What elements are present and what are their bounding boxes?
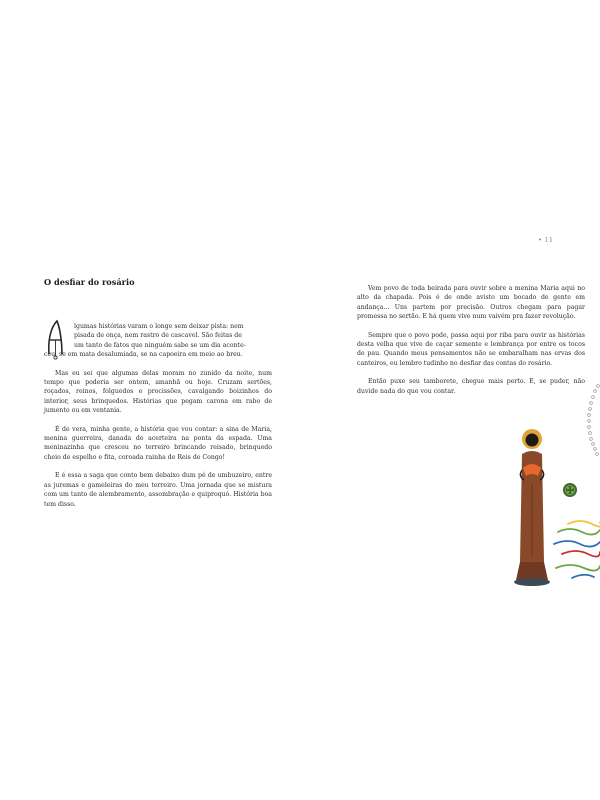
- page-number: • 11: [538, 236, 554, 244]
- paragraph-1-line-3: um tanto de fatos que ninguém sabe se um dia aconte-: [74, 341, 246, 349]
- chapter-title: O desfiar do rosário: [44, 277, 135, 287]
- paragraph-3: É de vera, minha gente, a história que vou contar: a sina de Maria, menina guerreira, danada de acerteira na ponta da espada. Uma meninazinha que cresceu no terreiro brincando reisado, brinquedo cheio de espelho e fita, coroada rainha de Reis de Congo!: [44, 425, 272, 461]
- left-column-text: [44, 322, 272, 518]
- paragraph-1: [44, 322, 272, 360]
- paragraph-1-line-2: pisada de onça, nem rastro de cascavel. São feitas de: [74, 332, 242, 340]
- paragraph-4: E é essa a saga que conto bem debaixo dum pé de umbuzeiro, entre as juremas e gameleiras do meu terreiro. Uma jornada que se mistura com um tanto de alembramento, assombração e quiproquó. História boa tem disso.: [44, 472, 272, 508]
- paragraph-7: Então puxe seu tamborete, chegue mais perto. E, se puder, não duvide nada do que vou contar.: [357, 378, 585, 395]
- paragraph-1-line-1: lgumas histórias varam o longe sem deixar pista: nem: [74, 323, 244, 330]
- paragraph-2: Mas eu sei que algumas delas moram no zunido da noite, num tempo que poderia ser ontem, amanhã ou hoje. Cruzam sertões, roçados, reinos, folguedos e procissões, cavalgando boizinhos do interior, seus brinquedos. Histórias que pegam carona em rabo de jumento ou em ventania.: [44, 369, 272, 415]
- paragraph-5: Vem povo de toda beirada para ouvir sobre a menina Maria aqui no alto da chapada. Pois é de onde avisto um bocado de gente em andança... Uns partem por precisão. Outros chegam para pagar promessa no sertão. E há quem vive num vaivém pra fazer revolução.: [357, 285, 585, 321]
- saint-illustration: [498, 372, 600, 622]
- paragraph-1-rest: ceu, se em mata desalumiada, se na capoeira em meio ao breu.: [44, 351, 243, 359]
- saint-figure-icon: [514, 429, 550, 586]
- button-icon: [563, 483, 577, 497]
- rosary-beads-icon: [588, 385, 600, 456]
- paragraph-6: Sempre que o povo pode, passa aqui por riba para ouvir as histórias desta velha que vive de caçar semente e lembrança por entre os tocos de pau. Quando meus pensamentos não se embaralham nas ervas dos canteiros, eu lembro tudinho no desfiar das contas do rosário.: [357, 331, 585, 367]
- ribbons-icon: [554, 521, 600, 578]
